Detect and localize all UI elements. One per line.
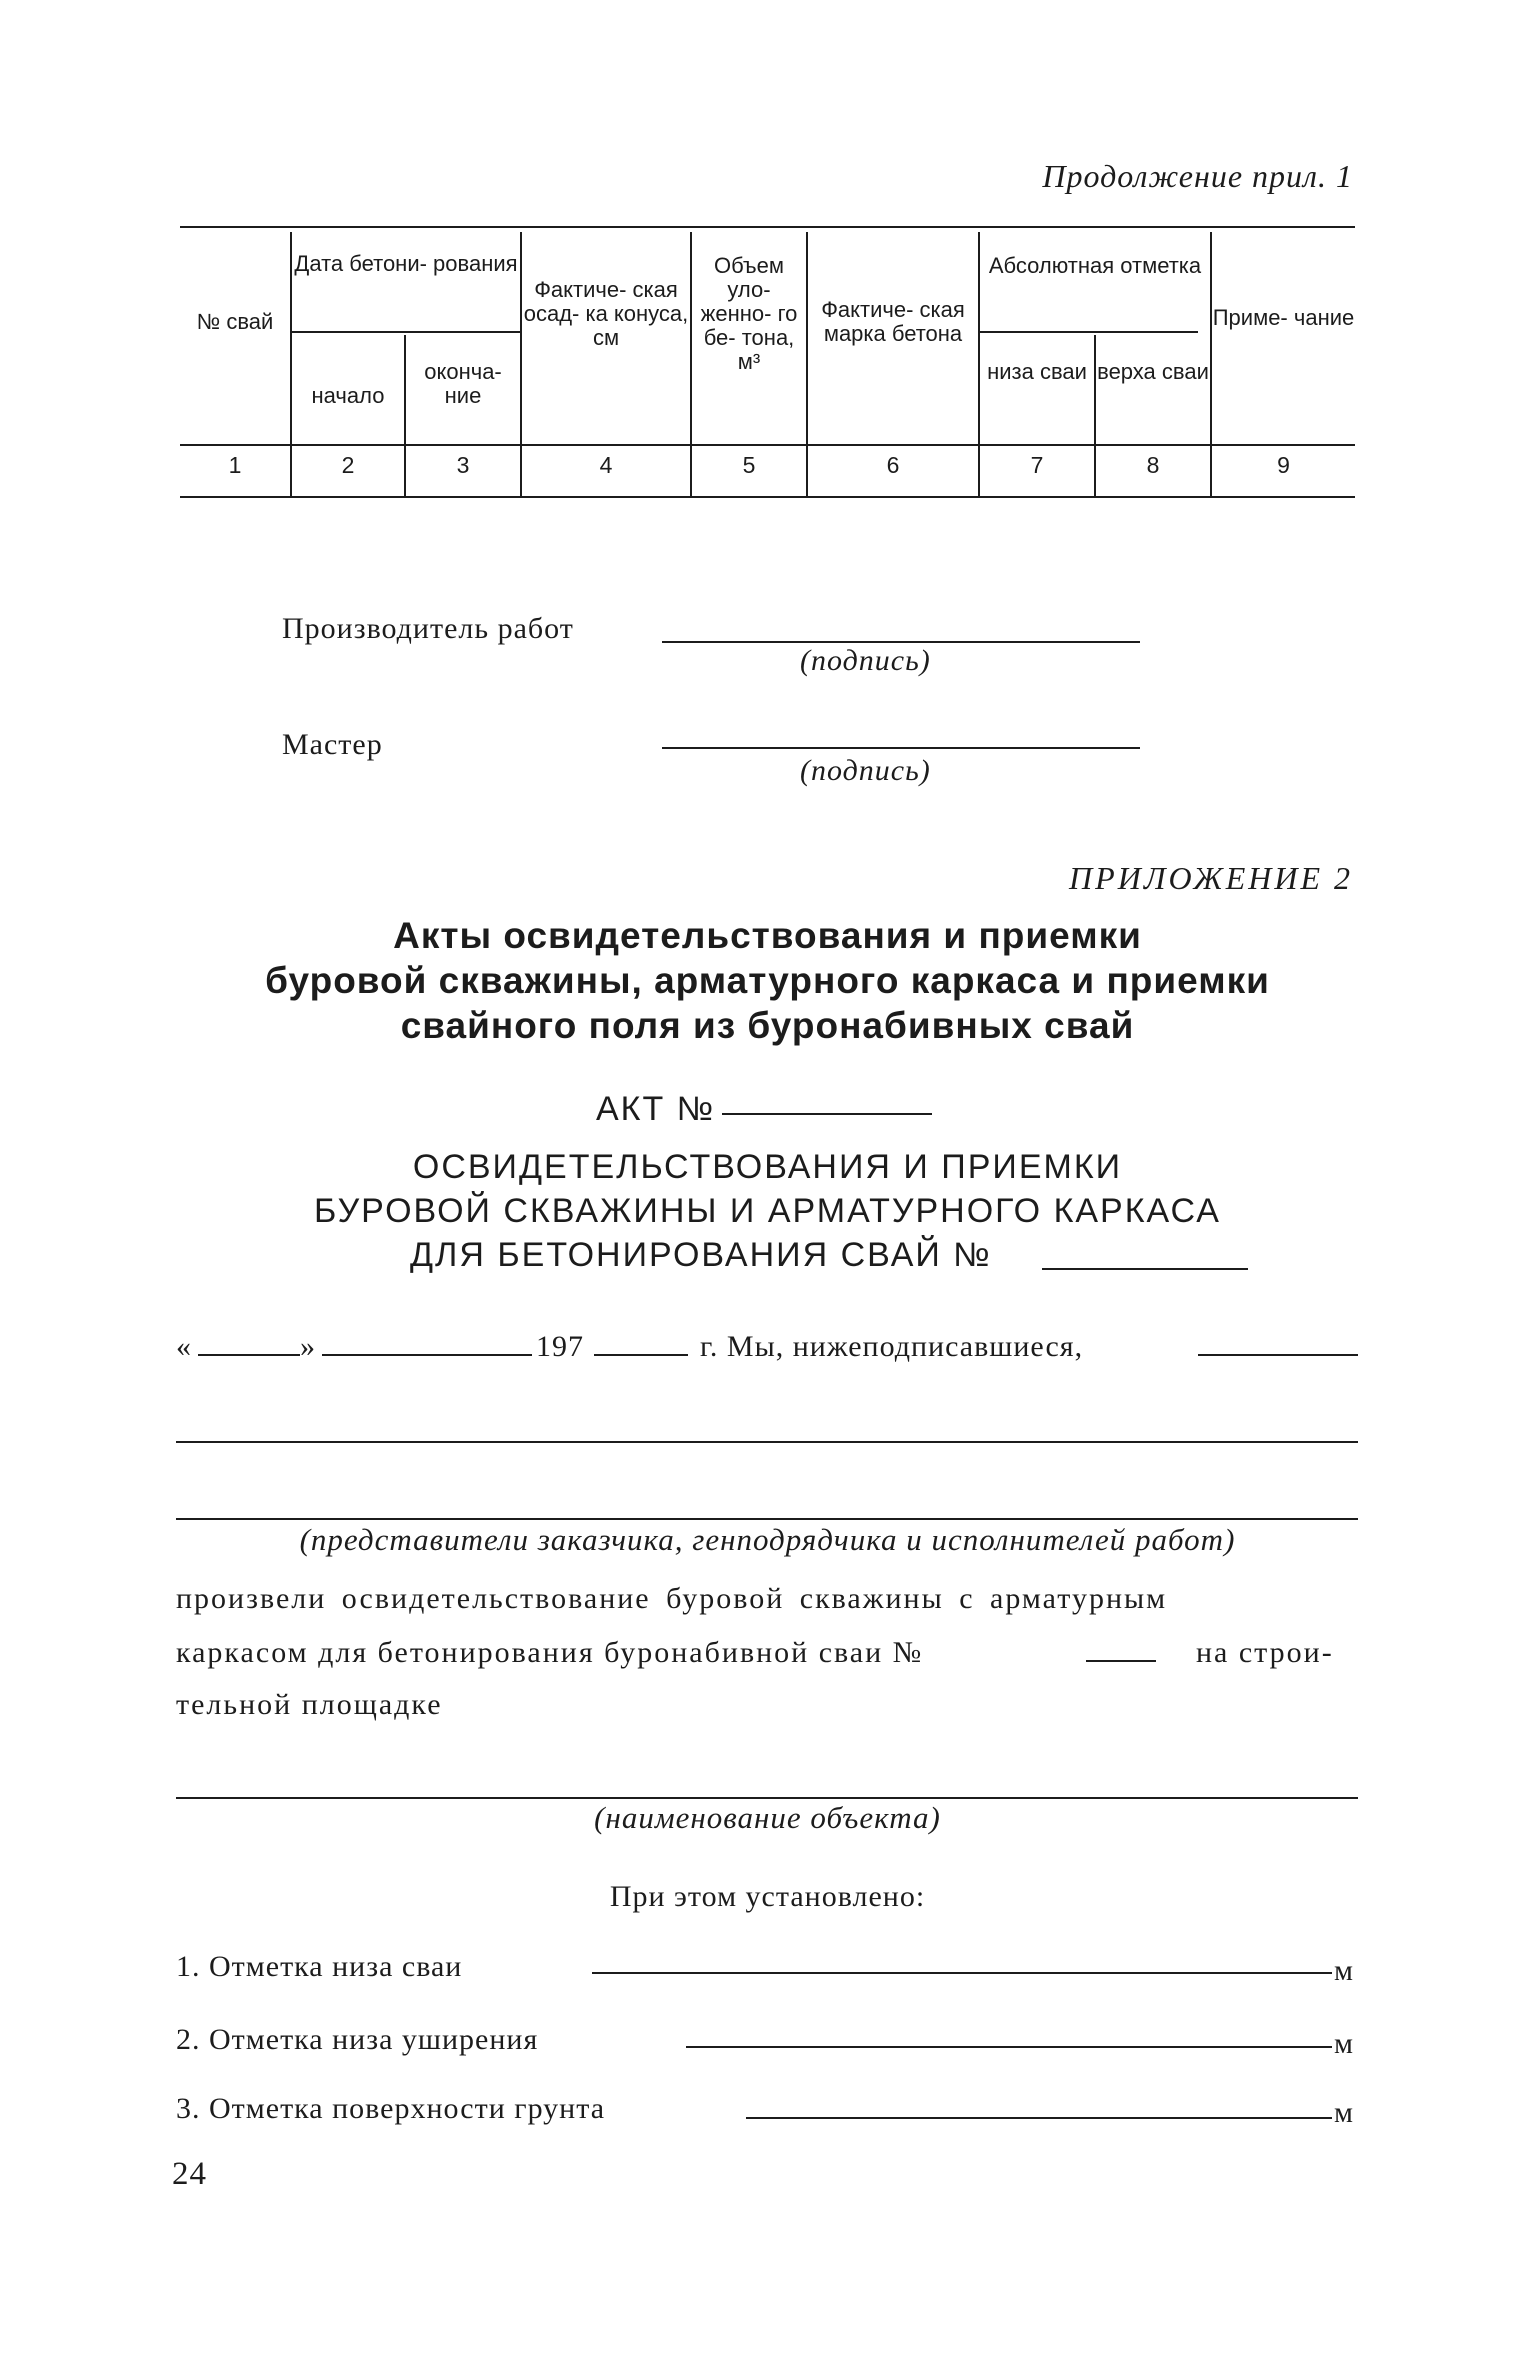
paragraph-line-2a: каркасом для бетонирования буронабивной сваи № — [176, 1636, 924, 1669]
year-line — [594, 1354, 688, 1356]
column-number: 7 — [1030, 452, 1044, 478]
date-close-quote: » — [300, 1330, 316, 1363]
continuation-note: Продолжение прил. 1 — [1042, 158, 1353, 194]
act-number-line — [722, 1113, 932, 1115]
item-widening-mark: 2. Отметка низа уширения — [176, 2023, 539, 2056]
item-unit: м — [1334, 2027, 1354, 2060]
date-group-underline — [292, 331, 520, 333]
header-date-group: Дата бетони- рования — [294, 251, 518, 276]
column-number: 4 — [599, 452, 613, 478]
producer-label: Производитель работ — [282, 612, 574, 645]
appendix-label: ПРИЛОЖЕНИЕ 2 — [1069, 860, 1353, 896]
table-header-bottom — [180, 444, 1355, 446]
representatives-line — [176, 1518, 1358, 1520]
object-caption: (наименование объекта) — [594, 1800, 941, 1835]
header-volume: Объем уло- женно- го бе- тона, м³ — [700, 253, 798, 374]
column-number: 3 — [456, 452, 470, 478]
header-bottom-mark: низа сваи — [987, 359, 1087, 384]
day-line — [198, 1354, 300, 1356]
paragraph-line-1: произвели освидетельствование буровой скважины с арматурным — [176, 1582, 1168, 1615]
master-label: Мастер — [282, 728, 383, 761]
column-number: 9 — [1277, 452, 1290, 478]
item-unit: м — [1334, 2096, 1354, 2129]
header-end: оконча- ние — [424, 359, 502, 408]
master-signature-caption: (подпись) — [800, 754, 931, 787]
header-start: начало — [311, 383, 385, 408]
established-text: При этом установлено: — [609, 1880, 926, 1913]
abs-group-underline — [980, 331, 1198, 333]
pile-number-line — [1042, 1268, 1248, 1270]
act-title-line: ОСВИДЕТЕЛЬСТВОВАНИЯ И ПРИЕМКИ — [412, 1148, 1123, 1186]
undersigned-line — [1198, 1354, 1358, 1356]
producer-signature-line — [662, 641, 1140, 643]
header-top-mark: верха сваи — [1097, 359, 1209, 384]
act-title-line: БУРОВОЙ СКВАЖИНЫ И АРМАТУРНОГО КАРКАСА — [314, 1192, 1221, 1230]
year-prefix: 197 — [536, 1330, 584, 1363]
appendix-title-line: буровой скважины, арматурного каркаса и приемки — [265, 960, 1270, 1001]
item-ground-mark: 3. Отметка поверхности грунта — [176, 2092, 606, 2125]
act-title-line: ДЛЯ БЕТОНИРОВАНИЯ СВАЙ № — [410, 1236, 992, 1274]
producer-signature-caption: (подпись) — [800, 644, 931, 677]
column-number: 6 — [886, 452, 900, 478]
item-bottom-mark: 1. Отметка низа сваи — [176, 1950, 463, 1983]
column-number: 5 — [742, 452, 756, 478]
column-number: 8 — [1146, 452, 1160, 478]
item-unit: м — [1334, 1954, 1354, 1987]
header-note: Приме- чание — [1212, 305, 1355, 330]
column-number: 1 — [228, 452, 242, 478]
header-pile-number: № свай — [196, 309, 274, 334]
paragraph-line-2b: на строи- — [1196, 1636, 1334, 1669]
item-line — [746, 2117, 1332, 2119]
page-number: 24 — [172, 2156, 207, 2192]
undersigned-text: г. Мы, нижеподписавшиеся, — [700, 1330, 1084, 1363]
act-number-label: АКТ № — [596, 1090, 716, 1128]
appendix-title-line: Акты освидетельствования и приемки — [393, 915, 1142, 956]
object-name-line — [176, 1797, 1358, 1799]
header-grade: Фактиче- ская марка бетона — [821, 297, 965, 346]
table-top-border — [180, 226, 1355, 228]
table-bottom-border — [180, 496, 1355, 498]
appendix-title-line: свайного поля из буронабивных свай — [400, 1005, 1135, 1046]
header-slump: Фактиче- ская осад- ка конуса, см — [523, 277, 689, 350]
pile-number-blank — [1086, 1660, 1156, 1662]
header-abs-group: Абсолютная отметка — [988, 253, 1202, 278]
date-open-quote: « — [176, 1330, 192, 1363]
month-line — [322, 1354, 532, 1356]
master-signature-line — [662, 747, 1140, 749]
column-number: 2 — [341, 452, 355, 478]
paragraph-line-3: тельной площадке — [176, 1688, 443, 1721]
item-line — [686, 2046, 1332, 2048]
item-line — [592, 1972, 1332, 1974]
representatives-line — [176, 1441, 1358, 1443]
representatives-caption: (представители заказчика, генподрядчика и исполнителей работ) — [299, 1522, 1236, 1557]
